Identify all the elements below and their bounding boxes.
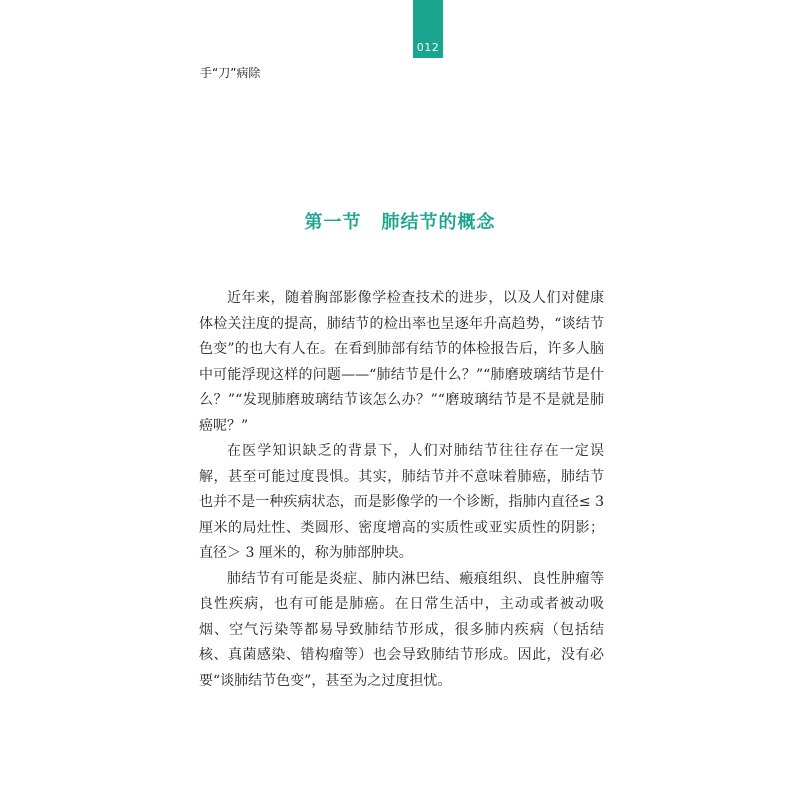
section-number: 第一节 [304, 212, 362, 233]
body-text [199, 286, 604, 694]
paragraph: 在医学知识缺乏的背景下，人们对肺结节往往存在一定误解，甚至可能过度畏惧。其实，肺结节并不意味着肺癌，肺结节也并不是一种疾病状态，而是影像学的一个诊断，指肺内直径≤ 3 厘米的局灶性、类圆形、密度增高的实质性或亚实质性的阴影；直径＞ 3 厘米的，称为肺部肿块。 [199, 443, 604, 561]
running-header: 手“刀”病除 [200, 66, 261, 80]
paragraph: 近年来，随着胸部影像学检查技术的进步，以及人们对健康体检关注度的提高，肺结节的检出率也呈逐年升高趋势，“谈结节色变”的也大有人在。在看到肺部有结节的体检报告后，许多人脑中可能浮现这样的问题——“肺结节是什么？”“肺磨玻璃结节是什么？”“发现肺磨玻璃结节该怎么办？”“磨玻璃结节是不是就是肺癌呢？” [199, 290, 604, 434]
section-title-text: 肺结节的概念 [381, 212, 496, 233]
paragraph: 肺结节有可能是炎症、肺内淋巴结、瘢痕组织、良性肿瘤等良性疾病，也有可能是肺癌。在日常生活中，主动或者被动吸烟、空气污染等都易导致肺结节形成，很多肺内疾病（包括结核、真菌感染、错构瘤等）也会导致肺结节形成。因此，没有必要“谈肺结节色变”，甚至为之过度担忧。 [199, 570, 604, 689]
page-number-tab [413, 0, 443, 58]
page-number: 012 [416, 41, 440, 54]
section-title [0, 208, 800, 234]
